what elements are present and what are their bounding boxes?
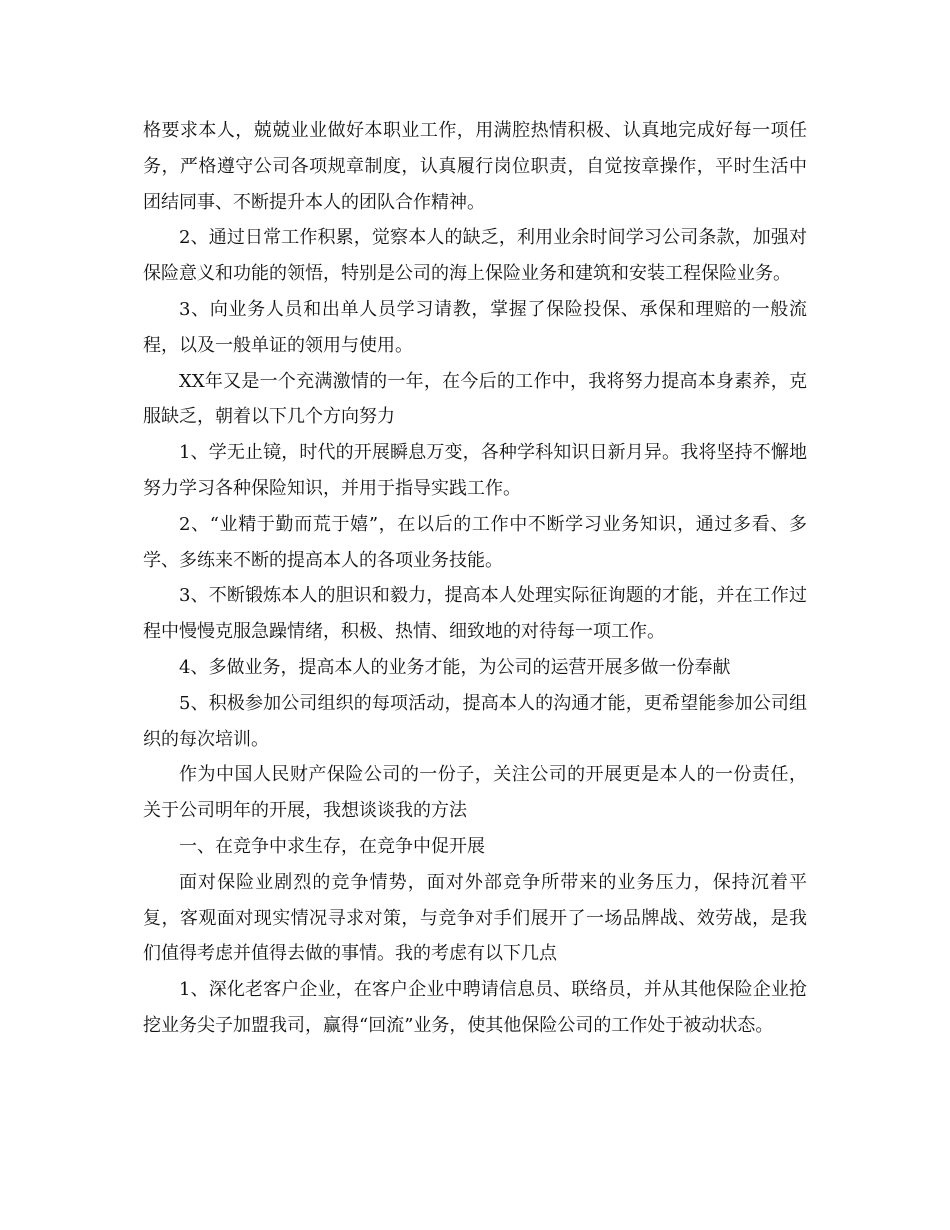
paragraph-goal-5: 5、积极参加公司组织的每项活动，提高本人的沟通才能，更希望能参加公司组织的每次培训。 (143, 692, 807, 750)
paragraph-goal-4: 4、多做业务，提高本人的业务才能，为公司的运营开展多做一份奉献 (179, 656, 731, 678)
section-heading-competition: 一、在竞争中求生存，在竞争中促开展 (179, 835, 485, 857)
paragraph-item-2: 2、通过日常工作积累，觉察本人的缺乏，利用业余时间学习公司条款，加强对保险意义和功能的领悟，特别是公司的海上保险业务和建筑和安装工程保险业务。 (143, 227, 807, 285)
paragraph-company-view: 作为中国人民财产保险公司的一份子，关注公司的开展更是本人的一份责任，关于公司明年的开展，我想谈谈我的方法 (143, 764, 807, 822)
paragraph-year-plan: XX年又是一个充满激情的一年，在今后的工作中，我将努力提高本身素养，克服缺乏，朝着以下几个方向努力 (143, 370, 807, 428)
paragraph-goal-3: 3、不断锻炼本人的胆识和毅力，提高本人处理实际征询题的才能，并在工作过程中慢慢克服急躁情绪，积极、热情、细致地的对待每一项工作。 (143, 585, 807, 643)
paragraph-continuation: 格要求本人，兢兢业业做好本职业工作，用满腔热情积极、认真地完成好每一项任务，严格遵守公司各项规章制度，认真履行岗位职责，自觉按章操作，平时生活中团结同事、不断提升本人的团队合作精神。 (143, 120, 807, 213)
paragraph-goal-1: 1、学无止镜，时代的开展瞬息万变，各种学科知识日新月异。我将坚持不懈地努力学习各种保险知识，并用于指导实践工作。 (143, 442, 807, 499)
document-body (143, 113, 807, 1044)
paragraph-goal-2: 2、“业精于勤而荒于嬉”，在以后的工作中不断学习业务知识，通过多看、多学、多练来不断的提高本人的各项业务技能。 (143, 513, 807, 571)
paragraph-item-3: 3、向业务人员和出单人员学习请教，掌握了保险投保、承保和理赔的一般流程，以及一般单证的领用与使用。 (143, 298, 807, 356)
paragraph-competition: 面对保险业剧烈的竞争情势，面对外部竞争所带来的业务压力，保持沉着平复，客观面对现实情况寻求对策，与竞争对手们展开了一场品牌战、效劳战，是我们值得考虑并值得去做的事情。我的考虑有以下几点 (143, 871, 807, 965)
paragraph-point-1: 1、深化老客户企业，在客户企业中聘请信息员、联络员，并从其他保险企业抢挖业务尖子加盟我司，赢得“回流”业务，使其他保险公司的工作处于被动状态。 (143, 979, 807, 1036)
